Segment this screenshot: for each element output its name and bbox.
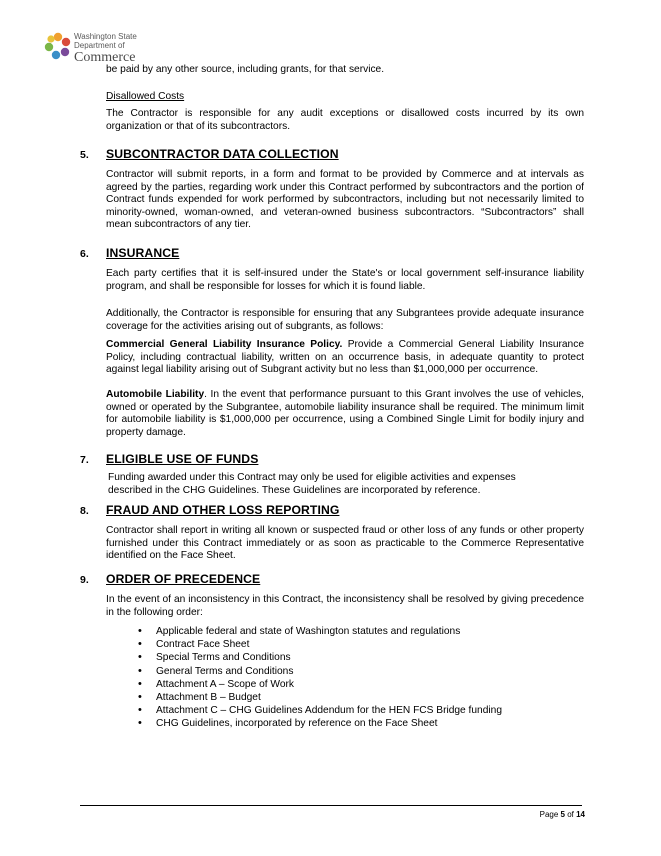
section-6-auto [106,389,584,439]
auto-label: Automobile Liability [106,389,205,400]
page-of-label: of [564,810,577,819]
section-6-cgl [106,339,584,377]
precedence-list [138,625,502,731]
disallowed-heading: Disallowed Costs [106,91,185,102]
section-5-number: 5. [80,149,89,161]
list-item: • Attachment C – CHG Guidelines Addendum for the HEN FCS Bridge funding [138,704,502,717]
page-current: 5 [560,810,565,819]
section-6-title: INSURANCE [106,246,180,260]
list-item: • Attachment B – Budget [138,691,502,704]
logo-line1: Washington State [74,32,137,41]
page-number [540,810,585,819]
list-item: • Attachment A – Scope of Work [138,678,502,691]
cgl-text: Provide a Commercial General Liability Insurance Policy, including contractual liability, written on an occurrence basis, in adequate quantity to protect against legal liability arising out of Subgrant activity but no less than $1,000,000 per occurrence. [106,339,584,376]
list-item: • Special Terms and Conditions [138,651,502,664]
section-8-title: FRAUD AND OTHER LOSS REPORTING [106,503,340,517]
commerce-logo-icon [44,32,72,60]
list-item: • General Terms and Conditions [138,665,502,678]
disallowed-text: The Contractor is responsible for any audit exceptions or disallowed costs incurred by its own organization or that of its subcontractors. [106,108,584,132]
section-9-title: ORDER OF PRECEDENCE [106,572,261,586]
section-8-text: Contractor shall report in writing all known or suspected fraud or other loss of any funds or other property furnished under this Contract immediately or as soon as practicable to the Commerce Representative identified on the Face Sheet. [106,525,584,562]
section-7-line1: Funding awarded under this Contract may only be used for eligible activities and expenses [108,472,516,483]
logo-line3: Commerce [74,50,136,65]
commerce-logo [44,32,154,66]
section-7-line2: described in the CHG Guidelines. These Guidelines are incorporated by reference. [108,485,481,496]
section-8-number: 8. [80,505,89,517]
section-9-text: In the event of an inconsistency in this Contract, the inconsistency shall be resolved by giving precedence in the following order: [106,594,584,618]
section-5-text: Contractor will submit reports, in a form and format to be provided by Commerce and at intervals as agreed by the parties, regarding work under this Contract performed by subcontractors and the portion of Contract funds expended for work performed by subcontractors, including but not necessarily limited to minority-owned, woman-owned, and veteran-owned business subcontractors. “Subcontractors” shall mean subcontractors of any tier. [106,169,584,231]
section-6-para1: Each party certifies that it is self-insured under the State's or local government self-insurance liability program, and shall be responsible for losses for which it is found liable. [106,268,584,292]
logo-line2: Department of [74,41,125,50]
list-item: • Contract Face Sheet [138,638,502,651]
continuation-text: be paid by any other source, including grants, for that service. [106,64,385,75]
cgl-label: Commercial General Liability Insurance Policy. [106,339,343,350]
section-7-title: ELIGIBLE USE OF FUNDS [106,452,259,466]
list-item: • CHG Guidelines, incorporated by reference on the Face Sheet [138,717,502,730]
footer-divider [80,805,582,806]
section-5-title: SUBCONTRACTOR DATA COLLECTION [106,147,339,161]
list-item: • Applicable federal and state of Washington statutes and regulations [138,625,502,638]
section-9-number: 9. [80,574,89,586]
page-label: Page [539,810,561,819]
page-total: 14 [576,810,585,819]
auto-text: . In the event that performance pursuant to this Grant involves the use of vehicles, owned or operated by the Subgrantee, automobile liability insurance shall be required. The minimum limit for automobile liability is $1,000,000 per occurrence, using a Combined Single Limit for bodily injury and property damage. [106,389,585,438]
section-6-number: 6. [80,248,89,260]
section-7-number: 7. [80,454,89,466]
section-6-para2: Additionally, the Contractor is responsible for ensuring that any Subgrantees provide adequate insurance coverage for the activities arising out of subgrants, as follows: [106,308,584,332]
